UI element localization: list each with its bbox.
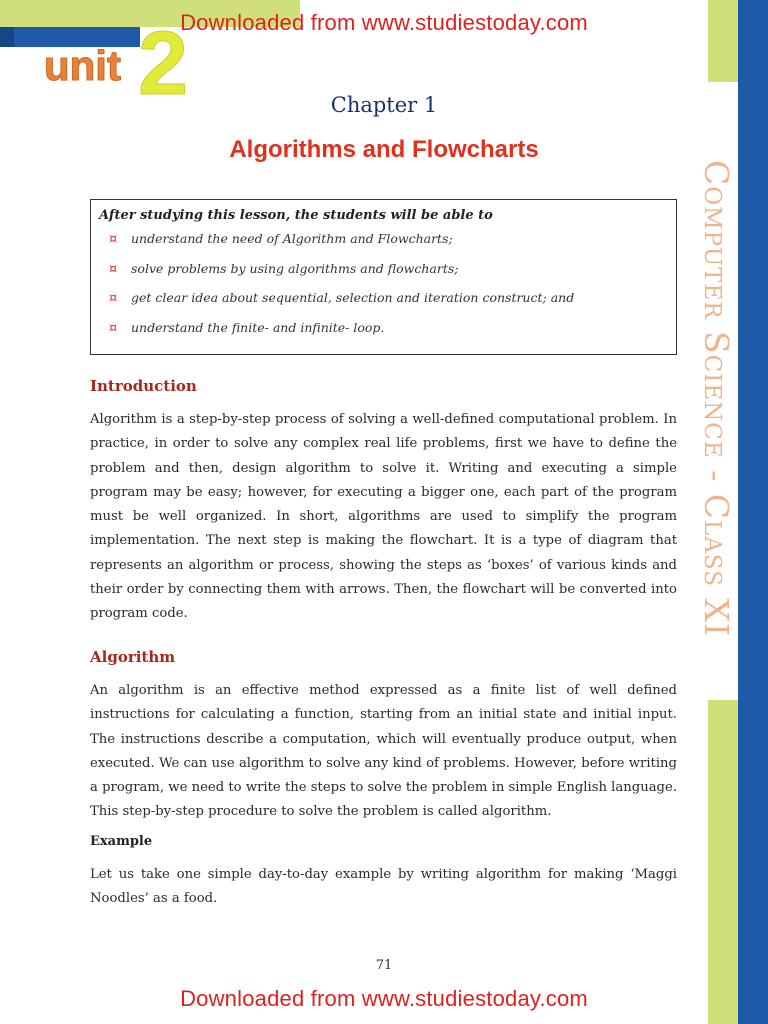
example-heading: Example (90, 834, 153, 849)
objective-item (109, 261, 670, 291)
page-title: Algorithms and Flowcharts (229, 136, 539, 163)
bullet-icon: ¤ (109, 261, 118, 277)
chapter-label: Chapter 1 (330, 93, 438, 117)
example-paragraph: Let us take one simple day-to-day example by writing algorithm for making ‘Maggi Noodles’ as a food. (90, 867, 677, 907)
learning-objectives-box (90, 199, 677, 355)
algorithm-paragraph: An algorithm is an effective method expressed as a finite list of well defined instructions for calculating a function, starting from an initial state and initial input. The instructions describe a computation, which will eventually produce output, when executed. We can use algorithm to solve any kind of problems. However, before writing a program, we need to write the steps to solve the problem in simple English language. This step-by-step procedure to solve the problem is called algorithm. (90, 683, 677, 820)
objective-text: get clear idea about sequential, selection and iteration construct; and (131, 290, 575, 305)
watermark-top: Downloaded from www.studiestoday.com (180, 10, 588, 35)
bullet-icon: ¤ (109, 320, 118, 336)
bullet-icon: ¤ (109, 291, 118, 306)
objective-item (109, 290, 670, 320)
objectives-list (99, 231, 670, 349)
side-title: Computer Science - Class XI (697, 160, 736, 638)
watermark-bottom: Downloaded from www.studiestoday.com (180, 986, 588, 1011)
bullet-icon: ¤ (109, 232, 118, 247)
objective-text: solve problems by using algorithms and flowcharts; (131, 260, 459, 276)
introduction-paragraph: Algorithm is a step-by-step process of solving a well-defined computational problem. In practice, in order to solve any complex real life problems, first we have to define the problem and then, design algorithm to solve it. Writing and executing a simple program may be easy; however, for executing a bigger one, each part of the program must be well organized. In short, algorithms are used to simplify the program implementation. The next step is making the flowchart. It is a type of diagram that represents an algorithm or process, showing the steps as ‘boxes’ of various kinds and their order by connecting them with arrows. Then, the flowchart will be converted into program code. (90, 412, 677, 622)
page-number: 71 (375, 958, 393, 973)
objective-item (109, 320, 670, 350)
introduction-heading: Introduction (90, 377, 197, 395)
algorithm-heading: Algorithm (90, 648, 176, 666)
side-title-container (697, 160, 738, 660)
unit-logo-text: unit (44, 42, 121, 89)
objective-item (109, 231, 670, 261)
unit-logo (40, 22, 195, 102)
unit-logo-number: 2 (138, 22, 189, 102)
side-strip-green-top (708, 0, 738, 82)
objective-text: understand the finite- and infinite- loop. (131, 319, 385, 335)
objective-text: understand the need of Algorithm and Flowcharts; (131, 231, 453, 246)
side-strip-green-bottom (708, 700, 738, 1024)
objectives-heading: After studying this lesson, the students will be able to (99, 208, 493, 223)
